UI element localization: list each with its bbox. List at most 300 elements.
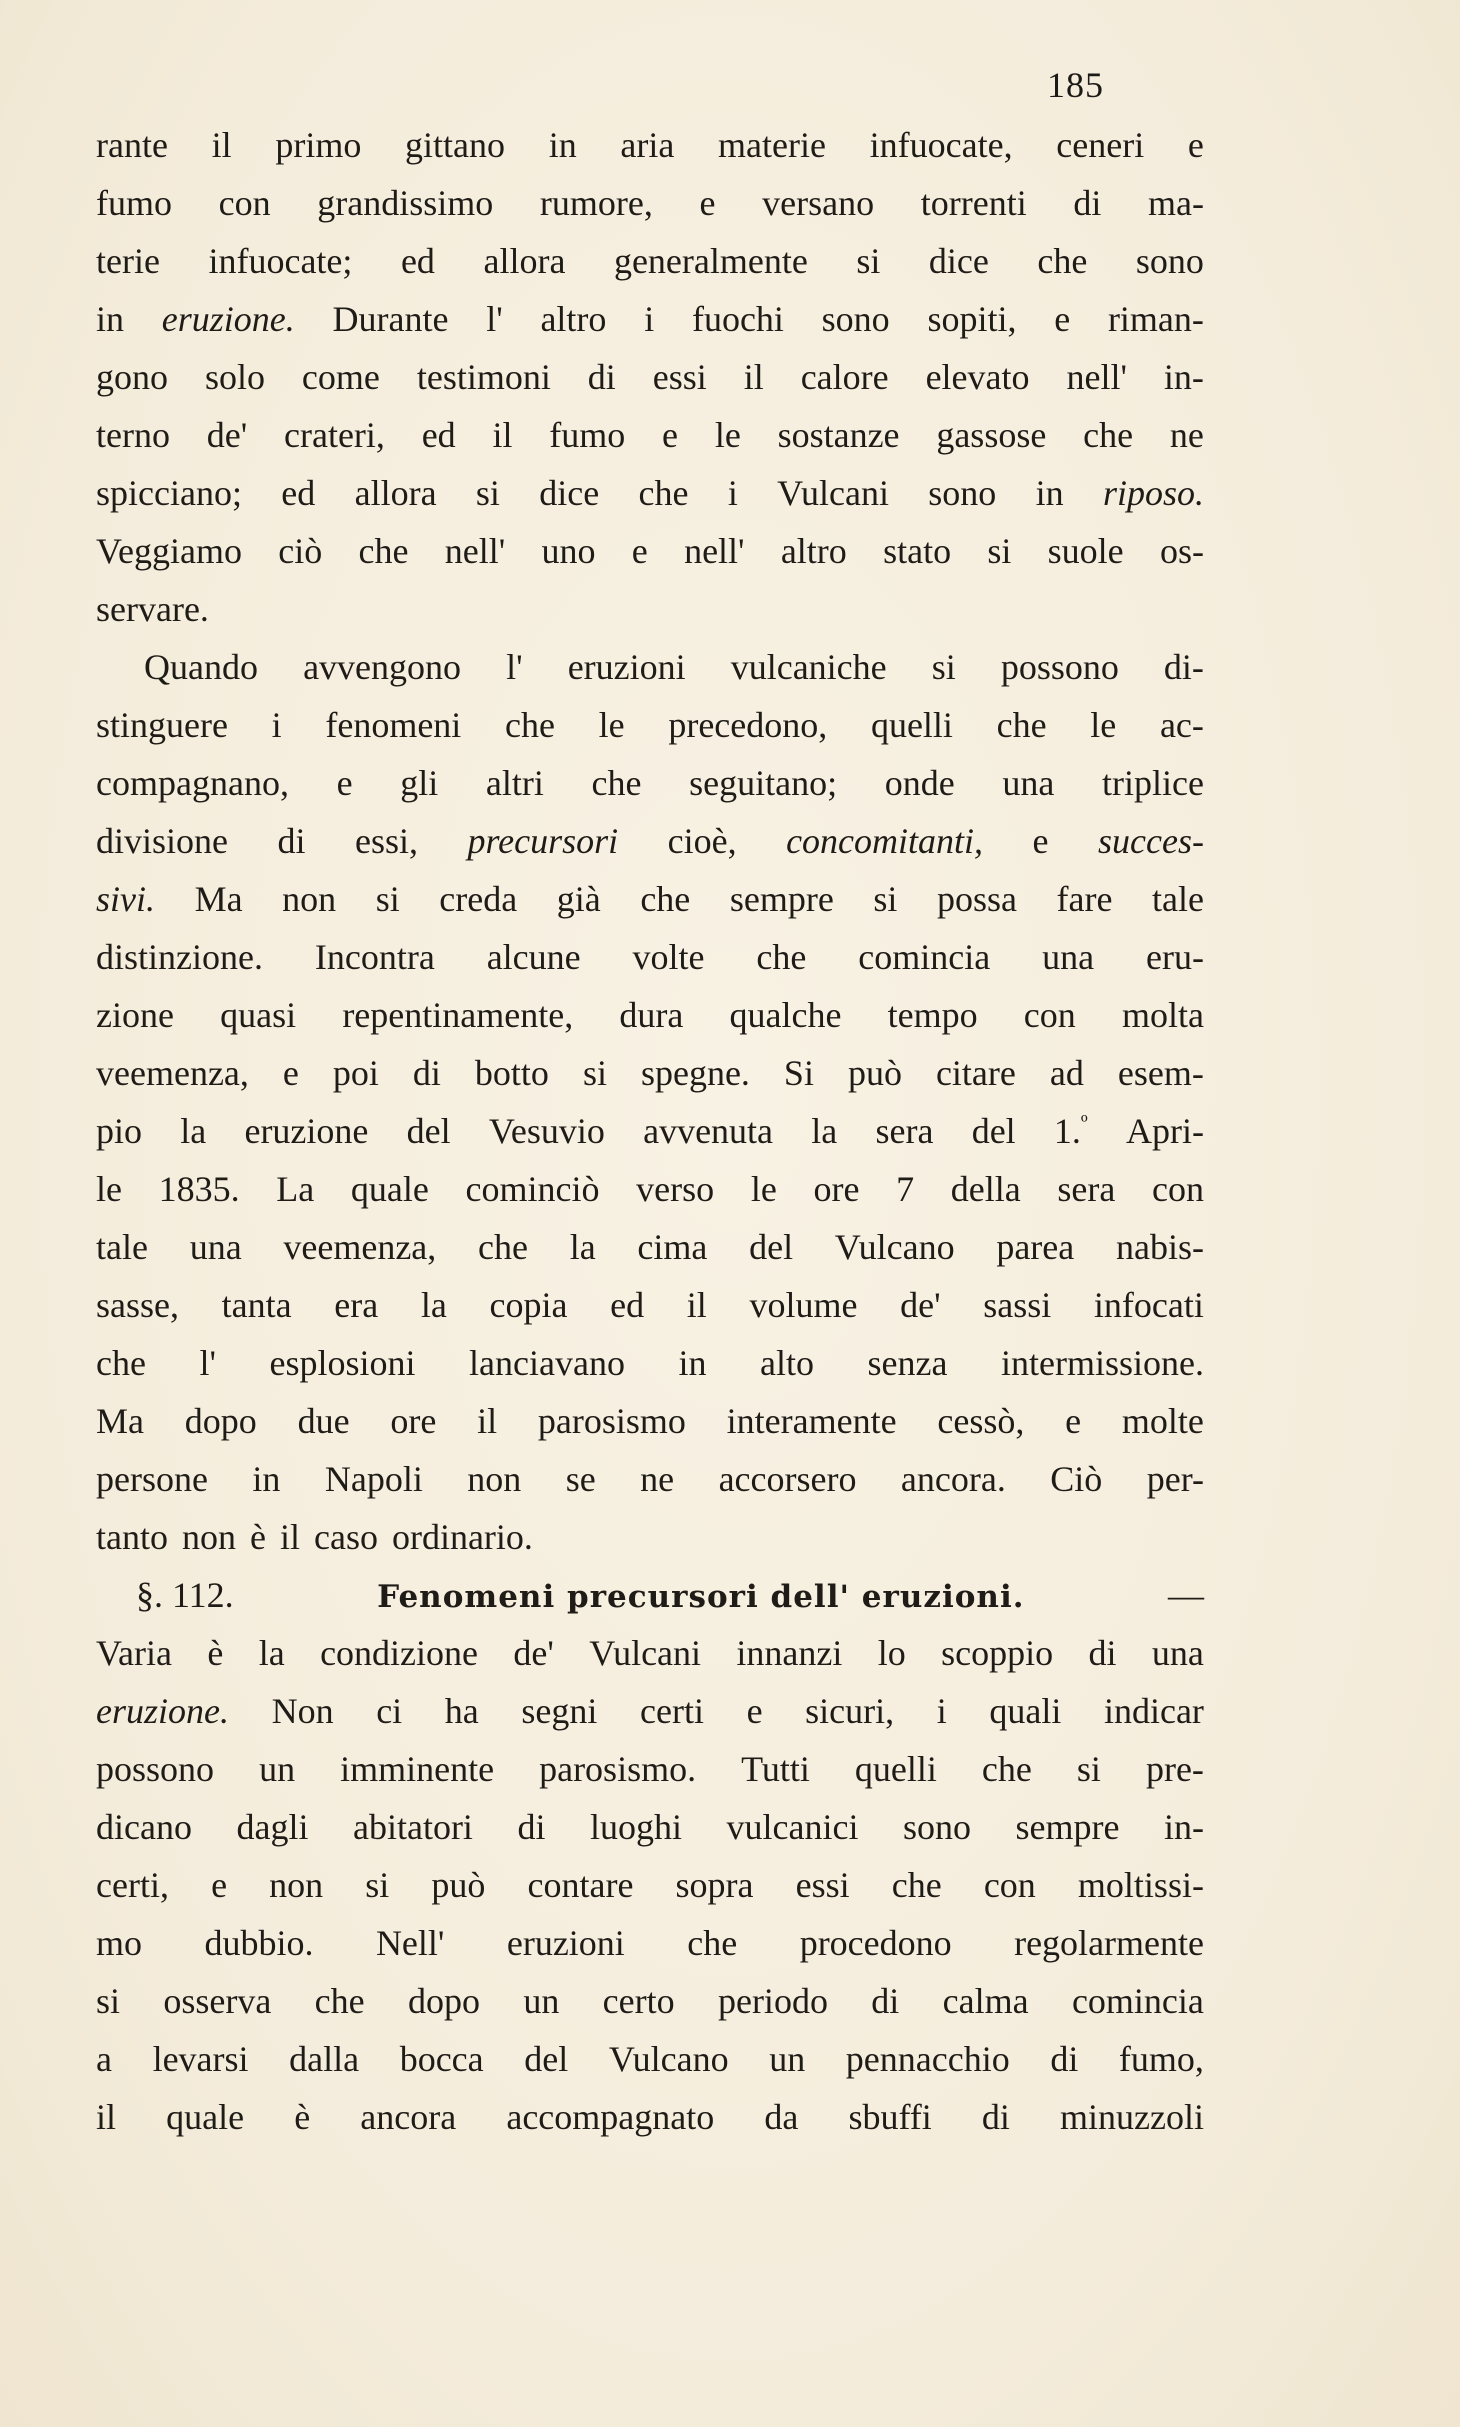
word: rante bbox=[96, 125, 168, 165]
word: intermissione. bbox=[1000, 1343, 1204, 1383]
word: fumo bbox=[549, 415, 626, 455]
word: certi bbox=[640, 1691, 704, 1731]
word: tale bbox=[1152, 879, 1204, 919]
word: due bbox=[297, 1401, 350, 1441]
word: dalla bbox=[289, 2039, 360, 2079]
text-line bbox=[96, 928, 1204, 986]
word: la bbox=[258, 1633, 285, 1673]
word: si bbox=[987, 531, 1012, 571]
word: ne bbox=[640, 1459, 675, 1499]
text-line bbox=[96, 1682, 1204, 1740]
word: altro bbox=[540, 299, 607, 339]
word: quale bbox=[166, 2097, 245, 2137]
word: le bbox=[96, 1169, 122, 1209]
word: verso bbox=[636, 1169, 715, 1209]
word: Varia bbox=[96, 1633, 172, 1673]
text-line bbox=[96, 232, 1204, 290]
text-line bbox=[96, 116, 1204, 174]
text-line bbox=[96, 1740, 1204, 1798]
word: era bbox=[334, 1285, 379, 1325]
word: è bbox=[207, 1633, 224, 1673]
word: interamente bbox=[726, 1401, 897, 1441]
word: accorsero bbox=[718, 1459, 857, 1499]
word: de' bbox=[513, 1633, 554, 1673]
word: creda bbox=[439, 879, 518, 919]
word: rumore, bbox=[539, 183, 653, 223]
word: cima bbox=[637, 1227, 708, 1267]
word: ed bbox=[610, 1285, 645, 1325]
word: una bbox=[189, 1227, 242, 1267]
text-line bbox=[96, 1044, 1204, 1102]
word: fenomeni bbox=[325, 705, 462, 745]
text-line bbox=[96, 406, 1204, 464]
word: sivi. bbox=[96, 879, 155, 919]
word: che bbox=[478, 1227, 528, 1267]
word: fuochi bbox=[691, 299, 784, 339]
word: esem- bbox=[1117, 1053, 1204, 1093]
word: e bbox=[662, 415, 679, 455]
word: dubbio. bbox=[204, 1923, 314, 1963]
word: tempo bbox=[887, 995, 978, 1035]
word: parosismo bbox=[537, 1401, 686, 1441]
word: Durante bbox=[332, 299, 449, 339]
word: la bbox=[569, 1227, 596, 1267]
word: Incontra bbox=[314, 937, 435, 977]
word: del bbox=[524, 2039, 569, 2079]
word: riposo. bbox=[1102, 473, 1204, 513]
word: avvenuta bbox=[643, 1111, 774, 1151]
word: si bbox=[1076, 1749, 1101, 1789]
text-line bbox=[96, 638, 1204, 696]
word: Nell' bbox=[375, 1923, 445, 1963]
word: aria bbox=[620, 125, 675, 165]
word: si bbox=[931, 647, 956, 687]
word: in bbox=[1035, 473, 1064, 513]
word: molte bbox=[1121, 1401, 1204, 1441]
word: fare bbox=[1056, 879, 1113, 919]
word: Napoli bbox=[324, 1459, 423, 1499]
paragraph-2 bbox=[96, 638, 1204, 1566]
word: un bbox=[769, 2039, 806, 2079]
word: onde bbox=[884, 763, 955, 803]
word: e bbox=[1054, 299, 1071, 339]
word: generalmente bbox=[613, 241, 808, 281]
word: Vulcani bbox=[777, 473, 889, 513]
text-line bbox=[96, 2088, 1204, 2146]
word: luoghi bbox=[589, 1807, 682, 1847]
word: sbuffi bbox=[848, 2097, 932, 2137]
word: mo bbox=[96, 1923, 143, 1963]
word: terie bbox=[96, 241, 160, 281]
word: allora bbox=[483, 241, 566, 281]
word: eruzioni bbox=[506, 1923, 625, 1963]
word: ed bbox=[421, 415, 456, 455]
word: le bbox=[598, 705, 625, 745]
word: possono bbox=[96, 1749, 215, 1789]
word: grandissimo bbox=[317, 183, 494, 223]
word: osserva bbox=[163, 1981, 272, 2021]
word: gono bbox=[96, 357, 168, 397]
word: Ciò bbox=[1050, 1459, 1103, 1499]
word: una bbox=[1151, 1633, 1204, 1673]
word: sopra bbox=[675, 1865, 754, 1905]
word: si bbox=[582, 1053, 607, 1093]
word: si bbox=[475, 473, 500, 513]
word: contare bbox=[527, 1865, 634, 1905]
word: del bbox=[971, 1111, 1016, 1151]
word: può bbox=[847, 1053, 902, 1093]
word: dopo bbox=[184, 1401, 257, 1441]
word: è bbox=[294, 2097, 311, 2137]
word: la bbox=[420, 1285, 447, 1325]
word: primo bbox=[275, 125, 362, 165]
word: avvengono bbox=[303, 647, 462, 687]
word: se bbox=[565, 1459, 596, 1499]
word: calma bbox=[942, 1981, 1029, 2021]
word: ed bbox=[281, 473, 316, 513]
word: calore bbox=[800, 357, 889, 397]
word: ma- bbox=[1148, 183, 1204, 223]
word: possono bbox=[1000, 647, 1119, 687]
word: che bbox=[591, 763, 642, 803]
word: condizione bbox=[320, 1633, 479, 1673]
word: sopiti, bbox=[927, 299, 1017, 339]
text-line bbox=[96, 1624, 1204, 1682]
word: crateri, bbox=[284, 415, 385, 455]
word: di bbox=[871, 1981, 900, 2021]
word: suole bbox=[1047, 531, 1124, 571]
word: il bbox=[211, 125, 232, 165]
word: ac- bbox=[1159, 705, 1204, 745]
text-line bbox=[96, 522, 1204, 580]
word: ceneri bbox=[1056, 125, 1145, 165]
word: La bbox=[276, 1169, 315, 1209]
word: sempre bbox=[1015, 1807, 1120, 1847]
word: una bbox=[1002, 763, 1055, 803]
word: compagnano, bbox=[96, 763, 289, 803]
word: e bbox=[1187, 125, 1204, 165]
word: in- bbox=[1163, 357, 1204, 397]
text-line bbox=[96, 1798, 1204, 1856]
paragraph-3 bbox=[96, 1624, 1204, 2146]
word: sera bbox=[875, 1111, 934, 1151]
word: sera bbox=[1057, 1169, 1116, 1209]
word: spegne. bbox=[640, 1053, 750, 1093]
word: os- bbox=[1159, 531, 1204, 571]
word: Tutti bbox=[741, 1749, 810, 1789]
word: in bbox=[548, 125, 577, 165]
word: torrenti bbox=[920, 183, 1027, 223]
word: sono bbox=[928, 473, 997, 513]
word: che bbox=[358, 531, 409, 571]
word: segni bbox=[521, 1691, 598, 1731]
word: con bbox=[218, 183, 271, 223]
word: regolarmente bbox=[1014, 1923, 1204, 1963]
word: levarsi bbox=[152, 2039, 249, 2079]
page-number: 185 bbox=[1047, 65, 1104, 105]
word: in bbox=[96, 299, 125, 339]
word: minuzzoli bbox=[1060, 2097, 1204, 2137]
word-ordinal: 1.$^º$ bbox=[1053, 1110, 1088, 1151]
word: l' bbox=[486, 299, 503, 339]
word: abitatori bbox=[352, 1807, 473, 1847]
word: uno bbox=[541, 531, 596, 571]
word: può bbox=[431, 1865, 486, 1905]
word: sicuri, bbox=[805, 1691, 895, 1731]
word: qualche bbox=[729, 995, 842, 1035]
word: che bbox=[756, 937, 807, 977]
word: che bbox=[1037, 241, 1088, 281]
word: quale bbox=[350, 1169, 429, 1209]
word: bocca bbox=[399, 2039, 484, 2079]
word: possa bbox=[936, 879, 1017, 919]
word: alto bbox=[760, 1343, 814, 1383]
word: altro bbox=[780, 531, 847, 571]
word: tale bbox=[96, 1227, 148, 1267]
word: 1835. bbox=[158, 1169, 240, 1209]
word: dura bbox=[619, 995, 684, 1035]
word: comincia bbox=[858, 937, 991, 977]
word: di bbox=[1050, 2039, 1079, 2079]
word: Apri- bbox=[1125, 1111, 1204, 1151]
word: tanta bbox=[221, 1285, 292, 1325]
section-dash: — bbox=[1168, 1575, 1204, 1615]
word: che bbox=[891, 1865, 942, 1905]
word: della bbox=[950, 1169, 1021, 1209]
word: stato bbox=[883, 531, 952, 571]
word: che bbox=[996, 705, 1047, 745]
word: elevato bbox=[925, 357, 1030, 397]
word: in- bbox=[1164, 1807, 1204, 1847]
word: precursori bbox=[467, 821, 619, 861]
word: già bbox=[556, 879, 601, 919]
text-line bbox=[96, 1450, 1204, 1508]
word: botto bbox=[474, 1053, 549, 1093]
text-line bbox=[96, 1102, 1204, 1160]
word: in bbox=[678, 1343, 707, 1383]
word: di bbox=[1088, 1633, 1117, 1673]
word: di bbox=[412, 1053, 441, 1093]
word: distinzione. bbox=[96, 937, 263, 977]
word: dopo bbox=[407, 1981, 480, 2021]
word: persone bbox=[96, 1459, 208, 1499]
word: ne bbox=[1169, 415, 1204, 455]
word: il bbox=[492, 415, 513, 455]
word: in bbox=[252, 1459, 281, 1499]
word: senza bbox=[867, 1343, 948, 1383]
word: il bbox=[686, 1285, 707, 1325]
word: sostanze bbox=[777, 415, 900, 455]
word: e bbox=[336, 763, 353, 803]
word: Vulcano bbox=[834, 1227, 955, 1267]
word: certi, bbox=[96, 1865, 169, 1905]
word: essi bbox=[652, 357, 707, 397]
word: cioè, bbox=[667, 821, 737, 861]
word: stinguere bbox=[96, 705, 228, 745]
word: ciò bbox=[278, 531, 323, 571]
word: Vesuvio bbox=[488, 1111, 605, 1151]
word: de' bbox=[206, 415, 248, 455]
word: il bbox=[743, 357, 764, 397]
word: citare bbox=[935, 1053, 1016, 1093]
text-line bbox=[96, 174, 1204, 232]
word: innanzi bbox=[736, 1633, 843, 1673]
text-line bbox=[96, 1218, 1204, 1276]
word: gli bbox=[400, 763, 439, 803]
word: nell' bbox=[684, 531, 745, 571]
word: vulcaniche bbox=[730, 647, 887, 687]
word: nell' bbox=[444, 531, 506, 571]
word: pennacchio bbox=[845, 2039, 1010, 2079]
word: parosismo. bbox=[539, 1749, 697, 1789]
word: altri bbox=[485, 763, 544, 803]
text-line bbox=[96, 1334, 1204, 1392]
word: con bbox=[983, 1865, 1036, 1905]
word: sono bbox=[902, 1807, 971, 1847]
word: che bbox=[314, 1981, 365, 2021]
word: 7 bbox=[896, 1169, 915, 1209]
word: ordinario. bbox=[391, 1517, 533, 1557]
word: poi bbox=[332, 1053, 379, 1093]
word: riman- bbox=[1107, 299, 1204, 339]
word: e bbox=[282, 1053, 299, 1093]
word: nabis- bbox=[1115, 1227, 1204, 1267]
word: ancora bbox=[360, 2097, 457, 2137]
word: il bbox=[477, 1401, 498, 1441]
word: succes- bbox=[1098, 821, 1204, 861]
word: le bbox=[1090, 705, 1117, 745]
text-line bbox=[96, 1508, 1204, 1566]
paragraph-1 bbox=[96, 116, 1204, 638]
word: moltissi- bbox=[1077, 1865, 1204, 1905]
word: quali bbox=[989, 1691, 1062, 1731]
word: cessò, bbox=[937, 1401, 1025, 1441]
word: essi, bbox=[354, 821, 418, 861]
word: sasse, bbox=[96, 1285, 179, 1325]
text-line bbox=[96, 1972, 1204, 2030]
word: parea bbox=[996, 1227, 1075, 1267]
word: testimoni bbox=[416, 357, 551, 397]
word: lo bbox=[877, 1633, 906, 1673]
word: divisione bbox=[96, 821, 228, 861]
word: certo bbox=[602, 1981, 675, 2021]
word: lanciavano bbox=[469, 1343, 625, 1383]
word: versano bbox=[762, 183, 875, 223]
word: scoppio bbox=[941, 1633, 1054, 1673]
word: il bbox=[96, 2097, 117, 2137]
text-line bbox=[96, 1914, 1204, 1972]
word: seguitano; bbox=[689, 763, 838, 803]
word: i bbox=[271, 705, 282, 745]
word: Quando bbox=[144, 647, 258, 687]
text-line bbox=[96, 348, 1204, 406]
word: fumo bbox=[96, 183, 172, 223]
word: e bbox=[1065, 1401, 1082, 1441]
word: e bbox=[211, 1865, 228, 1905]
text-line bbox=[96, 580, 1204, 638]
word: Ma bbox=[96, 1401, 144, 1441]
word: ancora. bbox=[900, 1459, 1006, 1499]
word: di bbox=[1073, 183, 1102, 223]
section-heading-line bbox=[96, 1566, 1204, 1624]
word: per- bbox=[1146, 1459, 1204, 1499]
word: pre- bbox=[1145, 1749, 1204, 1789]
word: sono bbox=[821, 299, 890, 339]
word: l' bbox=[506, 647, 523, 687]
word: la bbox=[180, 1111, 207, 1151]
word: ad bbox=[1049, 1053, 1084, 1093]
word: da bbox=[764, 2097, 799, 2137]
text-line bbox=[96, 2030, 1204, 2088]
text-line bbox=[96, 1392, 1204, 1450]
word: volte bbox=[632, 937, 705, 977]
word: sassi bbox=[983, 1285, 1052, 1325]
word: come bbox=[301, 357, 380, 397]
word: si bbox=[856, 241, 881, 281]
word: ed bbox=[400, 241, 435, 281]
word: dice bbox=[928, 241, 989, 281]
word: gittano bbox=[405, 125, 506, 165]
word: un bbox=[523, 1981, 560, 2021]
word: Veggiamo bbox=[96, 531, 242, 571]
word: infuocate, bbox=[869, 125, 1013, 165]
word: di bbox=[277, 821, 306, 861]
word: alcune bbox=[486, 937, 581, 977]
word: materie bbox=[718, 125, 826, 165]
word: cominciò bbox=[465, 1169, 600, 1209]
word: ha bbox=[444, 1691, 479, 1731]
word: le bbox=[750, 1169, 777, 1209]
word: ore bbox=[390, 1401, 437, 1441]
word: che bbox=[687, 1923, 738, 1963]
word: zione bbox=[96, 995, 174, 1035]
word: concomitanti, bbox=[786, 821, 984, 861]
word: fumo, bbox=[1118, 2039, 1204, 2079]
word: la bbox=[811, 1111, 838, 1151]
text-line bbox=[96, 986, 1204, 1044]
word: dicano bbox=[96, 1807, 192, 1847]
word: e bbox=[746, 1691, 763, 1731]
word: quelli bbox=[854, 1749, 937, 1789]
word: procedono bbox=[799, 1923, 952, 1963]
word: pio bbox=[96, 1111, 143, 1151]
word: eruzione. bbox=[96, 1691, 229, 1731]
word: un bbox=[259, 1749, 296, 1789]
word: è bbox=[249, 1517, 266, 1557]
word: tanto bbox=[96, 1517, 168, 1557]
word: spicciano; bbox=[96, 473, 242, 513]
word: e bbox=[699, 183, 716, 223]
word: dice bbox=[539, 473, 600, 513]
word: che bbox=[638, 473, 689, 513]
word: e bbox=[1032, 821, 1049, 861]
word: ci bbox=[376, 1691, 403, 1731]
word: non bbox=[467, 1459, 522, 1499]
word: non bbox=[269, 1865, 324, 1905]
word: che bbox=[96, 1343, 146, 1383]
word: veemenza, bbox=[96, 1053, 249, 1093]
word: e bbox=[631, 531, 648, 571]
word: i bbox=[727, 473, 738, 513]
word: si bbox=[873, 879, 898, 919]
word: che bbox=[640, 879, 691, 919]
text-line bbox=[96, 1276, 1204, 1334]
section-title: Fenomeni precursori dell' eruzioni. bbox=[377, 1579, 1025, 1615]
word: volume bbox=[749, 1285, 858, 1325]
word: indicar bbox=[1103, 1691, 1204, 1731]
word: si bbox=[96, 1981, 121, 2021]
word: dagli bbox=[236, 1807, 309, 1847]
